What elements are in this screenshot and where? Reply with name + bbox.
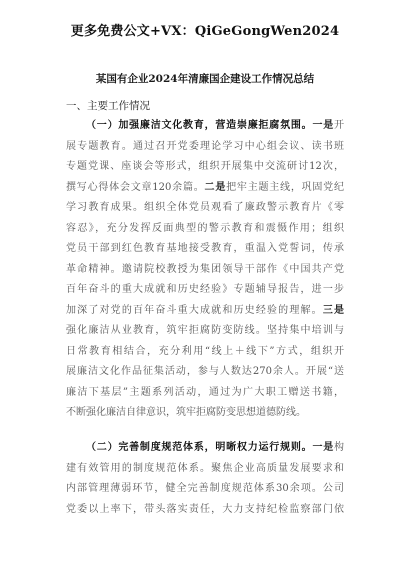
paragraph-1 — [66, 116, 344, 424]
paragraph-line: 强化廉洁从业教育，筑牢拒腐防变防线。坚持集中培训与 — [66, 325, 344, 336]
emphasis-marker: 一是 — [312, 120, 335, 131]
text-run: 把牢主题主线，巩固党纪 — [226, 181, 344, 193]
watermark-header: 更多免费公文+VX：QiGeGongWen2024 — [70, 24, 340, 39]
text-run: 加深了对党的百年奋斗重大成就和历史经验的理解。 — [66, 304, 323, 316]
subheading: （一）加强廉洁文化教育，营造崇廉拒腐氛围。 — [86, 120, 313, 131]
paragraph-line: 党委以上率下，带头落实责任，大力支持纪检监察部门依 — [66, 503, 344, 515]
paragraph-line: 不断强化廉洁自律意识，筑牢拒腐防变思想道德防线。 — [66, 407, 306, 418]
paragraph-line: 革命精神。邀请院校教授为集团领导干部作《中国共产党 — [66, 263, 344, 275]
paragraph-line — [66, 116, 344, 137]
paragraph-line: 专题党课、座谈会等形式，组织开展集中交流研讨12次， — [66, 161, 344, 172]
paragraph-line: 廉洁下基层”主题系列活动，通过为广大职工赠送书籍， — [66, 386, 344, 398]
text-run: 开 — [334, 120, 344, 131]
paragraph-line: 百年奋斗的重大成就和历史经验》专题辅导报告，进一步 — [66, 284, 344, 295]
paragraph-line: 展专题教育。通过召开党委理论学习中心组会议、读书班 — [66, 140, 344, 152]
paragraph-line: 内部管理薄弱环节，健全完善制度规范体系30余项。公司 — [66, 483, 344, 494]
paragraph-line: 建有效管用的制度规范体系。聚焦企业高质量发展要求和 — [66, 462, 344, 474]
text-run: 撰写心得体会文章120余篇。 — [66, 181, 205, 193]
paragraph-line: 学习教育成果。组织全体党员观看了廉政警示教育片《零 — [66, 202, 344, 213]
paragraph-line — [66, 301, 344, 322]
emphasis-marker: 三是 — [322, 304, 344, 316]
subheading: （二）完善制度规范体系，明晰权力运行规则。 — [86, 442, 313, 453]
paragraph-line: 日常教育相结合，充分利用“线上＋线下”方式，组织开 — [66, 345, 344, 357]
section-heading: 一、主要工作情况 — [66, 100, 150, 112]
paragraph-2 — [66, 438, 344, 520]
text-run: 构 — [334, 442, 344, 453]
paragraph-line: 展廉洁文化作品征集活动，参与人数达270余人。开展“送 — [66, 366, 344, 377]
paragraph-line — [66, 438, 344, 459]
paragraph-line: 容忍》，充分发挥反面典型的警示教育和震慑作用；组织 — [66, 222, 344, 234]
paragraph-line: 党员干部到红色教育基地接受教育，重温入党誓词，传承 — [66, 243, 344, 254]
paragraph-line — [66, 178, 344, 199]
document-title: 某国有企业2024年清廉国企建设工作情况总结 — [95, 73, 315, 85]
emphasis-marker: 一是 — [312, 442, 335, 453]
emphasis-marker: 二是 — [204, 181, 227, 193]
